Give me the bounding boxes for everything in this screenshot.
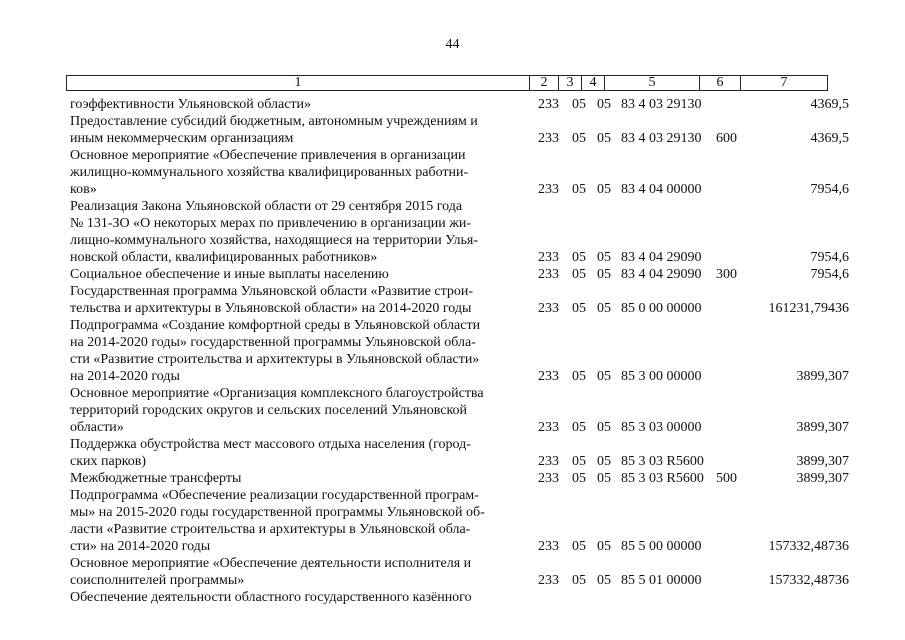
cell-c3: 05 [572,250,586,265]
row-description [70,436,526,470]
row-description [70,96,526,113]
cell-c2: 233 [538,250,559,265]
cell-c4: 05 [597,471,611,486]
cell-c5: 83 4 04 29090 [621,250,702,265]
cell-c2: 233 [538,573,559,588]
description-line: № 131-ЗО «О некоторых мерах по привлечению в организации жи- [70,216,472,231]
cell-c7: 157332,48736 [768,573,849,588]
row-description [70,317,526,385]
table-row [0,436,905,470]
column-header-4: 4 [582,76,605,91]
cell-c6: 600 [716,131,737,146]
cell-c4: 05 [597,131,611,146]
description-line: ков» [70,182,97,197]
cell-c6: 300 [716,267,737,282]
cell-c7: 157332,48736 [768,539,849,554]
row-description [70,198,526,266]
row-description [70,589,526,606]
description-line: иным некоммерческим организациям [70,131,294,146]
cell-c7: 7954,6 [810,250,849,265]
cell-c7: 4369,5 [810,131,849,146]
cell-c5: 85 3 03 00000 [621,420,702,435]
cell-c2: 233 [538,97,559,112]
cell-c3: 05 [572,301,586,316]
cell-c6: 500 [716,471,737,486]
column-header-3: 3 [559,76,582,91]
cell-c4: 05 [597,420,611,435]
table-row [0,385,905,436]
cell-c5: 85 0 00 00000 [621,301,702,316]
table-row [0,317,905,385]
description-line: области» [70,420,124,435]
cell-c3: 05 [572,471,586,486]
cell-c2: 233 [538,131,559,146]
description-line: жилищно-коммунального хозяйства квалифицированных работни- [70,165,469,180]
cell-c4: 05 [597,454,611,469]
column-header-2: 2 [530,76,559,91]
table-row [0,266,905,283]
cell-c2: 233 [538,182,559,197]
description-line: ских парков) [70,454,147,469]
table-row [0,113,905,147]
cell-c5: 83 4 03 29130 [621,131,702,146]
description-line: мы» на 2015-2020 годы государственной программы Ульяновской об- [70,505,485,520]
description-line: Основное мероприятие «Обеспечение деятельности исполнителя и [70,556,472,571]
description-line: Межбюджетные трансферты [70,471,242,486]
cell-c5: 85 5 00 00000 [621,539,702,554]
description-line: на 2014-2020 годы [70,369,180,384]
cell-c7: 3899,307 [796,369,849,384]
description-line: Социальное обеспечение и иные выплаты населению [70,267,389,282]
table-row [0,589,905,606]
page-number: 44 [445,37,460,52]
cell-c7: 7954,6 [810,267,849,282]
description-line: ласти «Развитие строительства и архитектуры в Ульяновской обла- [70,522,471,537]
cell-c3: 05 [572,267,586,282]
cell-c2: 233 [538,301,559,316]
table-row [0,147,905,198]
table-row [0,555,905,589]
cell-c3: 05 [572,420,586,435]
cell-c7: 161231,79436 [768,301,849,316]
cell-c2: 233 [538,539,559,554]
cell-c4: 05 [597,267,611,282]
cell-c7: 4369,5 [810,97,849,112]
description-line: лищно-коммунального хозяйства, находящиеся на территории Улья- [70,233,479,248]
cell-c4: 05 [597,301,611,316]
column-header-6: 6 [700,76,741,91]
description-line: Государственная программа Ульяновской области «Развитие строи- [70,284,474,299]
description-line: Поддержка обустройства мест массового отдыха населения (город- [70,437,471,452]
cell-c2: 233 [538,369,559,384]
description-line: Предоставление субсидий бюджетным, автономным учреждениям и [70,114,478,129]
row-description [70,266,526,283]
cell-c3: 05 [572,182,586,197]
row-description [70,283,526,317]
row-description [70,113,526,147]
cell-c2: 233 [538,420,559,435]
description-line: Основное мероприятие «Обеспечение привлечения в организации [70,148,466,163]
description-line: тельства и архитектуры в Ульяновской области» на 2014-2020 годы [70,301,472,316]
cell-c3: 05 [572,97,586,112]
cell-c3: 05 [572,131,586,146]
column-header-7: 7 [741,76,828,91]
cell-c5: 83 4 03 29130 [621,97,702,112]
cell-c3: 05 [572,454,586,469]
description-line: Основное мероприятие «Организация комплексного благоустройства [70,386,484,401]
description-line: сти» на 2014-2020 годы [70,539,211,554]
cell-c7: 3899,307 [796,420,849,435]
description-line: территорий городских округов и сельских поселений Ульяновской [70,403,468,418]
cell-c4: 05 [597,539,611,554]
cell-c4: 05 [597,182,611,197]
description-line: гоэффективности Ульяновской области» [70,97,312,112]
row-description [70,487,526,555]
cell-c3: 05 [572,369,586,384]
description-line: Обеспечение деятельности областного государственного казённого [70,590,472,605]
table-row [0,283,905,317]
cell-c2: 233 [538,471,559,486]
description-line: Реализация Закона Ульяновской области от 29 сентября 2015 года [70,199,463,214]
cell-c4: 05 [597,369,611,384]
cell-c5: 85 3 03 R5600 [621,454,704,469]
table-row [0,487,905,555]
column-header-row [66,75,828,91]
cell-c3: 05 [572,573,586,588]
cell-c7: 7954,6 [810,182,849,197]
table-row [0,96,905,113]
cell-c4: 05 [597,573,611,588]
description-line: соисполнителей программы» [70,573,245,588]
cell-c5: 85 5 01 00000 [621,573,702,588]
cell-c5: 85 3 03 R5600 [621,471,704,486]
row-description [70,470,526,487]
cell-c5: 85 3 00 00000 [621,369,702,384]
row-description [70,385,526,436]
cell-c7: 3899,307 [796,471,849,486]
description-line: Подпрограмма «Обеспечение реализации государственной програм- [70,488,479,503]
cell-c2: 233 [538,267,559,282]
row-description [70,555,526,589]
table-row [0,198,905,266]
cell-c5: 83 4 04 29090 [621,267,702,282]
cell-c5: 83 4 04 00000 [621,182,702,197]
cell-c4: 05 [597,97,611,112]
column-header-5: 5 [605,76,700,91]
description-line: новской области, квалифицированных работников» [70,250,378,265]
cell-c3: 05 [572,539,586,554]
table-row [0,470,905,487]
description-line: сти «Развитие строительства и архитектуры в Ульяновской области» [70,352,480,367]
column-header-1: 1 [67,76,530,91]
row-description [70,147,526,198]
description-line: Подпрограмма «Создание комфортной среды в Ульяновской области [70,318,481,333]
description-line: на 2014-2020 годы» государственной программы Ульяновской обла- [70,335,476,350]
cell-c2: 233 [538,454,559,469]
cell-c7: 3899,307 [796,454,849,469]
cell-c4: 05 [597,250,611,265]
